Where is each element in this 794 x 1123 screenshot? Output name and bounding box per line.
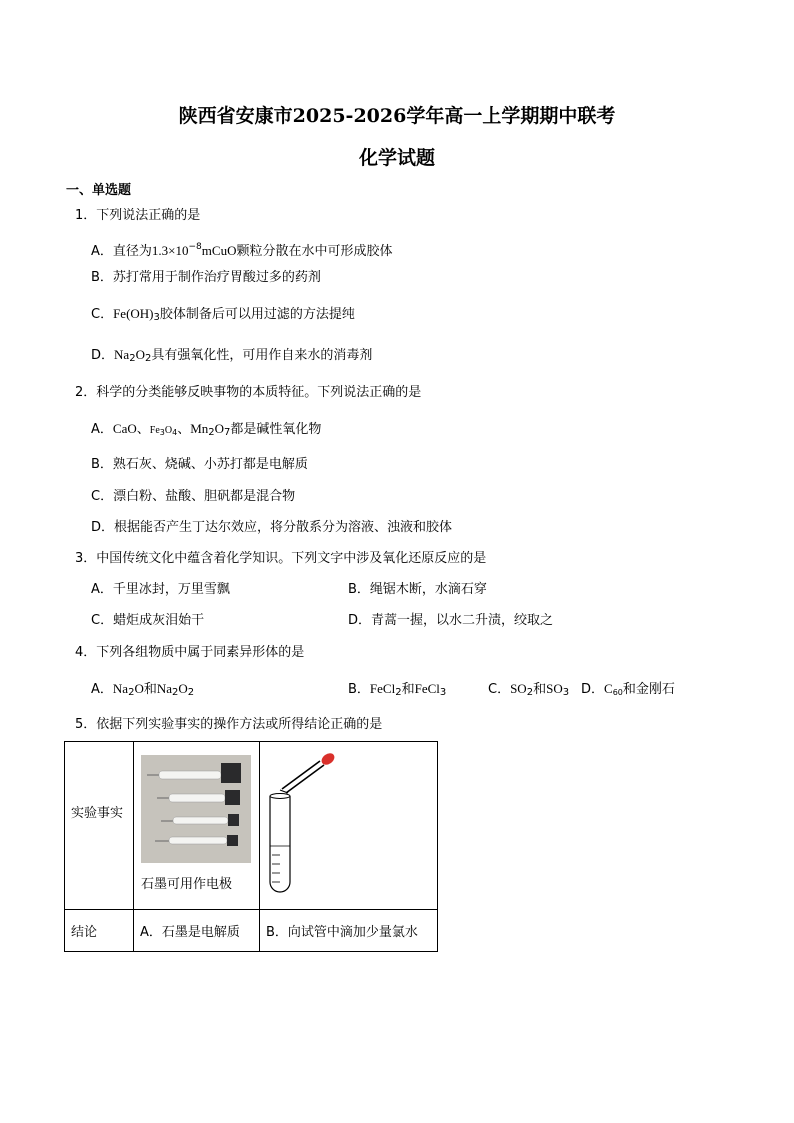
q4-option-c: C．$SO_2$和$SO_3$	[488, 681, 570, 698]
page-title: 陕西省安康市2025-2026学年高一上学期期中联考	[178, 105, 616, 127]
q3-option-d: D．青蒿一握，以水二升渍，绞取之	[348, 613, 554, 628]
table-cell-row-label	[65, 742, 134, 910]
graphite-caption: 石墨可用作电极	[141, 877, 233, 892]
table-cell-conclusion-a	[134, 910, 260, 952]
q4-stem: 4．下列各组物质中属于同素异形体的是	[75, 645, 305, 660]
table-row	[65, 742, 438, 910]
experiment-table	[64, 741, 438, 952]
row-label-conclusion: 结论	[71, 925, 98, 940]
dropper-test-tube-image	[260, 742, 437, 905]
graphite-electrode-photo	[141, 755, 251, 863]
q1-option-b: B．苏打常用于制作治疗胃酸过多的药剂	[91, 270, 321, 285]
row-label-experiment-fact: 实验事实	[71, 806, 124, 821]
dropper-bulb	[319, 751, 336, 767]
q3-option-b: B．绳锯木断，水滴石穿	[348, 582, 487, 597]
table-cell-row-label	[65, 910, 134, 952]
q1-option-a: A．直径为$1.3\times 10^{-8}mCuO$颗粒分散在水中可形成胶体	[91, 242, 393, 259]
page-subtitle: 化学试题	[358, 147, 435, 169]
conclusion-b: B．向试管中滴加少量氯水	[266, 925, 418, 940]
table-cell-test-tube	[260, 742, 438, 910]
table-cell-graphite	[134, 742, 260, 910]
conclusion-a: A．石墨是电解质	[140, 925, 240, 940]
q4-option-d: D．$C_{60}$和金刚石	[581, 681, 675, 697]
q1-stem: 1．下列说法正确的是	[75, 208, 201, 223]
table-cell-conclusion-b	[260, 910, 438, 952]
q3-option-a: A．千里冰封，万里雪飘	[91, 582, 230, 597]
q1-option-d: D．$Na_2O_2$具有强氧化性，可用作自来水的消毒剂	[91, 347, 373, 364]
section-header: 一、单选题	[66, 183, 132, 198]
q4-option-b: B．FeCl$_2$和FeCl$_3$	[348, 681, 447, 698]
q3-option-c: C．蜡炬成灰泪始干	[91, 613, 205, 628]
q2-option-c: C．漂白粉、盐酸、胆矾都是混合物	[91, 489, 296, 504]
q2-stem: 2．科学的分类能够反映事物的本质特征。下列说法正确的是	[75, 385, 422, 400]
q4-option-a: A．$Na_2O$和$Na_2O_2$	[91, 681, 195, 698]
q1-option-c: C．$Fe(OH)_3$胶体制备后可以用过滤的方法提纯	[91, 306, 355, 323]
test-tube	[270, 796, 290, 892]
q2-option-d: D．根据能否产生丁达尔效应，将分散系分为溶液、浊液和胶体	[91, 520, 453, 535]
q2-option-b: B．熟石灰、烧碱、小苏打都是电解质	[91, 457, 308, 472]
q5-stem: 5．依据下列实验事实的操作方法或所得结论正确的是	[75, 717, 383, 732]
q2-option-a: A．CaO、$Fe_3O_4$、$Mn_2O_7$都是碱性氧化物	[91, 421, 322, 438]
q3-stem: 3．中国传统文化中蕴含着化学知识。下列文字中涉及氧化还原反应的是	[75, 551, 487, 566]
table-row	[65, 910, 438, 952]
graphite-electrodes-image	[141, 755, 251, 863]
